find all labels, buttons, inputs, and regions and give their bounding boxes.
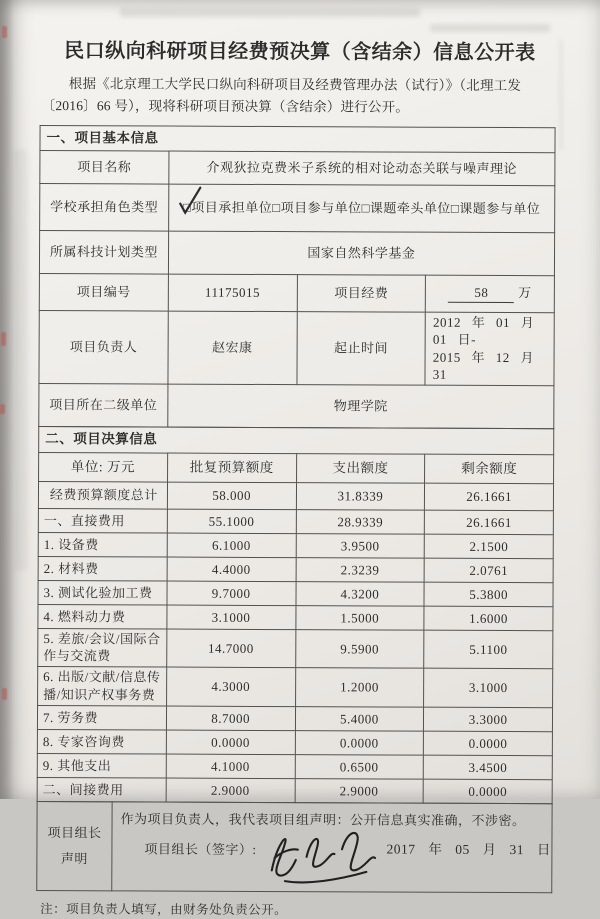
row-label: 2. 材料费 xyxy=(38,556,167,581)
project-name-label: 项目名称 xyxy=(40,150,169,184)
row-label: 5. 差旅/会议/国际合作与交流费 xyxy=(38,628,167,667)
table-row xyxy=(37,777,552,803)
table-row xyxy=(38,556,553,582)
project-fund-label: 项目经费 xyxy=(297,274,426,312)
table-row xyxy=(37,753,552,779)
table-row xyxy=(39,383,554,428)
unit-value: 物理学院 xyxy=(168,384,554,429)
role-options-text: □项目承担单位□项目参与单位□课题牵头单位□课题参与单位 xyxy=(182,199,541,217)
plan-type-value: 国家自然科学基金 xyxy=(168,231,554,276)
red-ink-bleed-mark xyxy=(0,404,5,414)
row-spent: 4.3200 xyxy=(295,582,424,607)
row-budget: 3.1000 xyxy=(167,605,296,630)
signature-label: 项目组长（签字）: xyxy=(144,841,257,857)
row-remain: 0.0000 xyxy=(424,731,553,756)
row-remain: 3.1000 xyxy=(424,668,553,708)
declaration-statement: 作为项目负责人，我代表项目组声明：公开信息真实准确，不涉密。 xyxy=(120,811,526,829)
table-row xyxy=(39,230,554,275)
row-budget: 2.9000 xyxy=(166,778,295,803)
intro-paragraph: 根据《北京理工大学民口纵向科研项目及经费管理办法（试行）》（北理工发〔2016〕66 号），现将科研项目预决算（含结余）进行公开。 xyxy=(41,76,522,115)
row-label: 6. 出版/文献/信息传播/知识产权事务费 xyxy=(38,666,167,706)
row-label: 9. 其他支出 xyxy=(37,753,166,778)
bleed-through-mark xyxy=(120,8,420,17)
form-title: 民口纵向科研项目经费预决算（含结余）信息公开表 xyxy=(64,40,536,65)
section-2-header xyxy=(39,426,554,454)
row-spent: 2.9000 xyxy=(295,779,424,804)
budget-column-headers xyxy=(39,452,554,483)
table-row xyxy=(38,666,553,707)
row-label: 一、直接费用 xyxy=(38,508,167,533)
row-label: 4. 燃料动力费 xyxy=(38,604,167,629)
table-row xyxy=(40,183,555,232)
row-spent: 31.8339 xyxy=(296,483,425,511)
row-label: 3. 测试化验加工费 xyxy=(38,580,167,605)
row-spent: 9.5900 xyxy=(295,630,424,669)
period-end: 2015 年 12 月 31 xyxy=(432,349,535,383)
column-header-remain: 剩余额度 xyxy=(425,454,554,484)
row-spent: 1.5000 xyxy=(295,606,424,631)
red-ink-bleed-mark xyxy=(2,26,7,38)
table-row xyxy=(38,580,553,606)
row-remain: 3.4500 xyxy=(423,755,552,780)
row-budget: 14.7000 xyxy=(166,629,295,668)
row-label: 经费预算额度总计 xyxy=(38,481,167,509)
row-spent: 5.4000 xyxy=(295,707,424,732)
declaration-body xyxy=(112,802,552,893)
signature-row xyxy=(120,836,551,864)
row-label: 7. 劳务费 xyxy=(37,705,166,730)
row-spent: 0.0000 xyxy=(295,731,424,756)
table-row xyxy=(38,604,553,630)
row-spent: 0.6500 xyxy=(295,755,424,780)
row-spent: 2.3239 xyxy=(296,558,425,583)
plan-type-label: 所属科技计划类型 xyxy=(39,230,168,274)
row-budget: 58.000 xyxy=(167,482,296,510)
project-number-value: 11175015 xyxy=(168,274,297,312)
period-value xyxy=(425,312,554,386)
declaration-side-label: 项目组长声明 xyxy=(37,801,112,890)
project-fund-value xyxy=(426,275,555,313)
table-row xyxy=(40,150,555,185)
table-row xyxy=(38,628,553,668)
section-1-title: 一、项目基本信息 xyxy=(40,125,555,152)
leader-label: 项目负责人 xyxy=(39,310,168,384)
leader-value: 赵宏康 xyxy=(168,311,297,385)
fund-unit: 万 xyxy=(518,285,532,301)
period-label: 起止时间 xyxy=(296,311,425,385)
row-remain: 26.1661 xyxy=(425,510,554,535)
row-budget: 4.3000 xyxy=(166,667,295,707)
row-budget: 4.4000 xyxy=(167,557,296,582)
handwritten-signature xyxy=(258,823,386,886)
row-label: 8. 专家咨询费 xyxy=(37,729,166,754)
bleed-through-mark xyxy=(560,40,562,150)
page-gutter-shadow xyxy=(0,0,14,799)
row-budget: 4.1000 xyxy=(166,754,295,779)
table-row xyxy=(38,481,553,510)
table-row xyxy=(37,705,552,731)
row-budget: 8.7000 xyxy=(166,706,295,731)
budget-table xyxy=(37,426,555,804)
form-sheet xyxy=(36,30,560,919)
section-1-header xyxy=(40,125,555,152)
bleed-through-mark xyxy=(14,150,28,570)
role-type-label: 学校承担角色类型 xyxy=(40,183,169,231)
row-label: 二、间接费用 xyxy=(37,777,166,802)
table-row xyxy=(37,801,552,892)
row-remain: 2.1500 xyxy=(424,534,553,559)
red-ink-bleed-mark xyxy=(2,688,7,700)
signature-date: 2017 年 05 月 31 日 xyxy=(386,841,551,858)
red-ink-bleed-mark xyxy=(1,332,6,346)
row-budget: 55.1000 xyxy=(167,509,296,534)
row-spent: 1.2000 xyxy=(295,668,424,708)
row-remain: 5.3800 xyxy=(424,582,553,607)
project-name-value: 介观狄拉克费米子系统的相对论动态关联与噪声理论 xyxy=(169,151,555,186)
period-start: 2012 年 01 月 01 日- xyxy=(432,314,535,348)
column-header-spent: 支出额度 xyxy=(296,454,425,484)
row-remain: 26.1661 xyxy=(425,483,554,511)
row-spent: 3.9500 xyxy=(296,534,425,559)
unit-label: 项目所在二级单位 xyxy=(39,383,168,427)
declaration-block xyxy=(36,801,552,893)
project-number-label: 项目编号 xyxy=(39,273,168,311)
table-row xyxy=(38,508,553,534)
row-remain: 3.3000 xyxy=(424,707,553,732)
row-remain: 0.0000 xyxy=(423,779,552,804)
row-budget: 6.1000 xyxy=(167,533,296,558)
row-remain: 2.0761 xyxy=(424,558,553,583)
footer-note: 注：项目负责人填写，由财务处负责公开。 xyxy=(40,902,288,918)
fund-amount: 58 xyxy=(448,284,514,304)
row-budget: 9.7000 xyxy=(167,581,296,606)
row-label: 1. 设备费 xyxy=(38,532,167,557)
row-spent: 28.9339 xyxy=(296,510,425,535)
row-remain: 1.6000 xyxy=(424,606,553,631)
table-row xyxy=(37,729,552,755)
role-options-cell xyxy=(168,184,554,233)
column-header-budget: 批复预算额度 xyxy=(167,453,296,483)
row-budget: 0.0000 xyxy=(166,730,295,755)
table-row xyxy=(38,532,553,558)
section-2-title: 二、项目决算信息 xyxy=(39,426,554,454)
basic-info-table xyxy=(38,125,555,429)
table-row xyxy=(39,273,554,312)
table-row xyxy=(39,310,554,385)
column-header-unit: 单位: 万元 xyxy=(39,452,168,482)
row-remain: 5.1100 xyxy=(424,630,553,669)
